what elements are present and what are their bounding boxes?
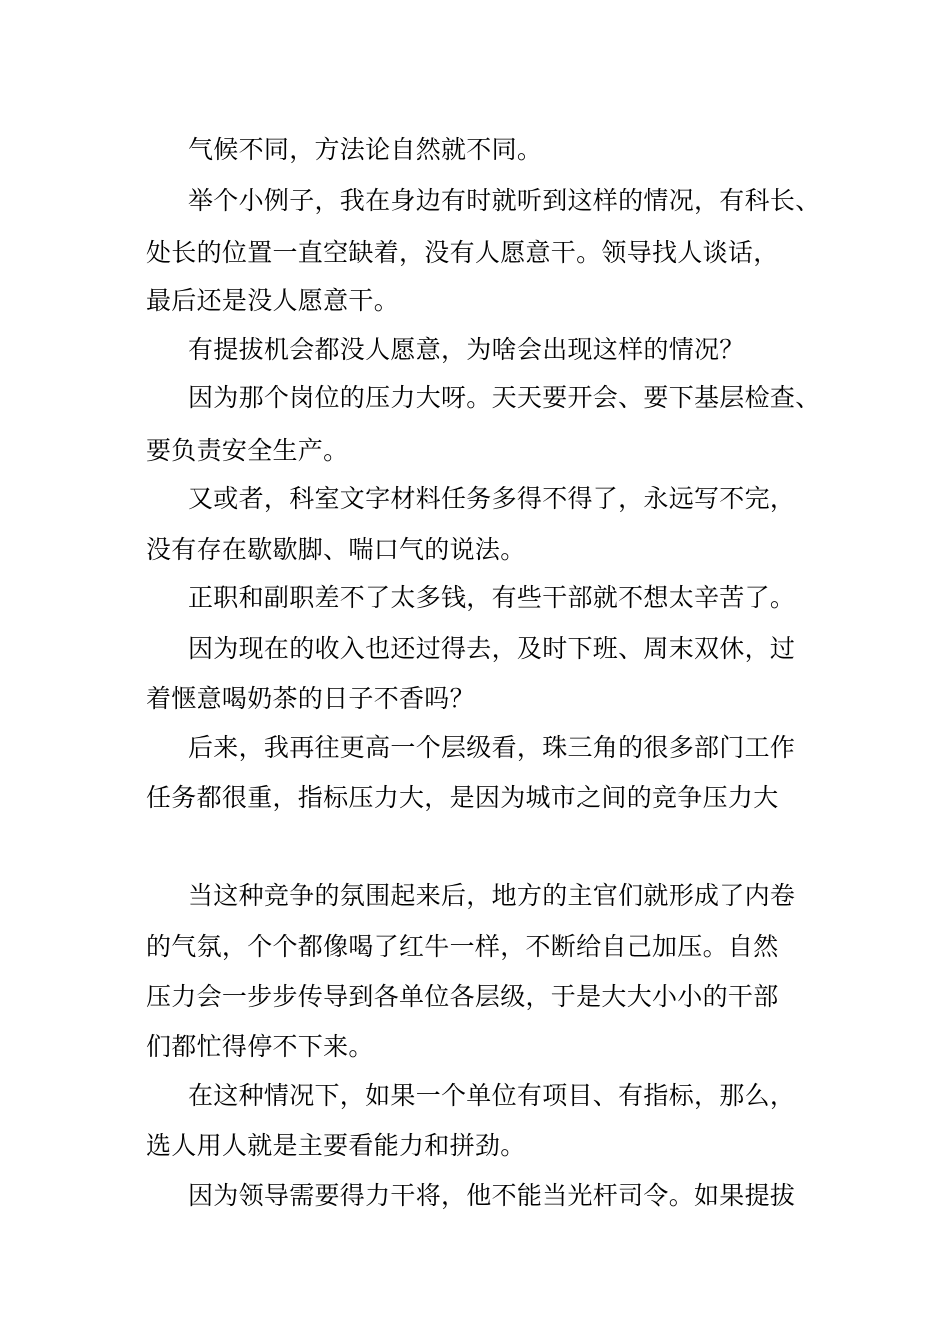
text-line: 因为那个岗位的压力大呀。天天要开会、要下基层检查、 xyxy=(188,383,821,412)
text-line: 因为现在的收入也还过得去，及时下班、周末双休，过 xyxy=(188,634,796,663)
text-line: 气候不同，方法论自然就不同。 xyxy=(188,135,543,164)
text-line: 又或者，科室文字材料任务多得不得了，永远写不完， xyxy=(188,484,796,513)
text-line: 们都忙得停不下来。 xyxy=(146,1032,374,1061)
text-line: 在这种情况下，如果一个单位有项目、有指标，那么， xyxy=(188,1081,796,1110)
text-line: 正职和副职差不了太多钱，有些干部就不想太辛苦了。 xyxy=(188,583,796,612)
text-line: 举个小例子，我在身边有时就听到这样的情况，有科长、 xyxy=(188,186,821,215)
text-line: 压力会一步步传导到各单位各层级，于是大大小小的干部 xyxy=(146,982,779,1011)
text-line: 要负责安全生产。 xyxy=(146,436,349,465)
text-line: 的气氛，个个都像喝了红牛一样，不断给自己加压。自然 xyxy=(146,932,779,961)
text-line: 处长的位置一直空缺着，没有人愿意干。领导找人谈话， xyxy=(146,238,779,267)
text-line: 当这种竞争的氛围起来后，地方的主官们就形成了内卷 xyxy=(188,881,796,910)
text-line: 有提拔机会都没人愿意，为啥会出现这样的情况？ xyxy=(188,335,745,364)
text-line: 因为领导需要得力干将，他不能当光杆司令。如果提拔 xyxy=(188,1181,796,1210)
text-line: 着惬意喝奶茶的日子不香吗？ xyxy=(146,684,475,713)
text-line: 任务都很重，指标压力大，是因为城市之间的竞争压力大 xyxy=(146,783,779,812)
text-line: 最后还是没人愿意干。 xyxy=(146,286,400,315)
text-line: 选人用人就是主要看能力和拼劲。 xyxy=(146,1131,526,1160)
text-line: 后来，我再往更高一个层级看，珠三角的很多部门工作 xyxy=(188,733,796,762)
text-line: 没有存在歇歇脚、喘口气的说法。 xyxy=(146,535,526,564)
